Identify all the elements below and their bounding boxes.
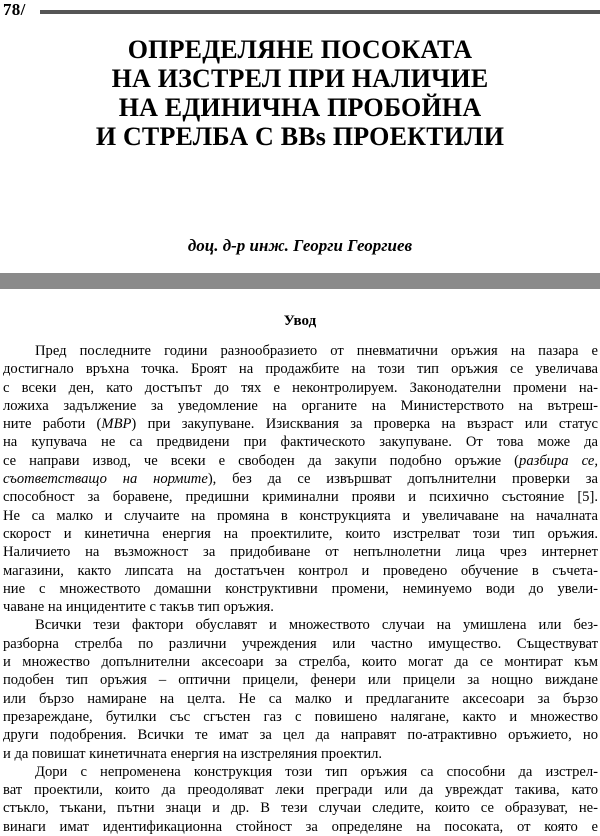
text-line: Пред последните години разнообразието от пневматични оръжия на пазара е	[35, 343, 598, 359]
text-line: с всеки ден, като достъпът до тях е неконтролируем. Законодателни промени на-	[3, 379, 598, 396]
text-line: чаване на инцидентите с такъв тип оръжия.	[3, 599, 274, 616]
text-line: подобен тип оръжия – оптични прицели, фенери или прицели за нощно виждане	[3, 672, 598, 689]
text-line: стъкло, тъкани, пътни знаци и др. В тези случаи следите, които се образуват, не-	[3, 800, 598, 817]
text-line: способност за боравене, предишни криминални прояви и психично състояние [5].	[3, 489, 598, 506]
text-line: ните работи (МВР) при закупуване. Изисквания за проверка на възраст или статус	[3, 416, 598, 433]
text-line: Дори с непроменена конструкция този тип оръжия са способни да изстрел-	[35, 763, 598, 780]
text-line: ложиха задължение за уведомление на органите на Министерството на вътреш-	[3, 397, 598, 414]
article-title	[0, 35, 600, 151]
author-line: доц. д-р инж. Георги Георгиев	[187, 236, 413, 255]
body-text	[3, 342, 598, 836]
title-line: И СТРЕЛБА С BBs ПРОЕКТИЛИ	[95, 122, 505, 151]
section-heading: Увод	[283, 313, 317, 329]
text-line: скорост и кинетична енергия на проектилите, които изстрелват този тип оръжия.	[3, 525, 598, 542]
text-line: съответстващо на нормите), без да се извършват допълнителни проверки за	[3, 471, 598, 488]
title-line: ОПРЕДЕЛЯНЕ ПОСОКАТА	[127, 35, 473, 64]
text-line: достигнало връхна точка. Броят на продажбите на този тип оръжия се увеличава	[3, 361, 598, 378]
text-line: ние с множеството домашни конструктивни промени, неминуемо води до увели-	[3, 580, 598, 597]
text-line: Не са малко и случаите на промяна в конструкцията и увеличаване на началната	[3, 507, 598, 524]
text-line: разборна стрелба по различни учреждения или частно имущество. Съществуват	[3, 635, 598, 652]
text-line: на купувача не са предвидени при фактическото закупуване. От това може да	[3, 434, 598, 451]
text-line: магазини, както липсата на достатъчен контрол и проведено обучение в съчета-	[3, 562, 598, 579]
text-line: ват проектили, които да преодоляват леки прегради или да увреждат такива, като	[3, 782, 598, 799]
top-divider	[40, 10, 600, 14]
text-line: Наличието на възможност за придобиване от непълнолетни лица чрез интернет	[3, 544, 598, 561]
title-line: НА ЕДИНИЧНА ПРОБОЙНА	[118, 93, 482, 122]
text-line: и множество допълнителни аксесоари за стрелба, които могат да се монтират към	[3, 654, 598, 671]
text-line: и да повишат кинетичната енергия на изстреляния проектил.	[3, 745, 383, 762]
text-line: Всички тези фактори обуславят и множеството случаи на умишлена или без-	[35, 617, 598, 634]
title-line: НА ИЗСТРЕЛ ПРИ НАЛИЧИЕ	[111, 64, 489, 93]
text-line: други подобрения. Всички те имат за цел да направят по-атрактивно оръжието, но	[3, 727, 598, 744]
page-number: 78/	[3, 0, 26, 19]
section-divider-bar	[0, 273, 600, 289]
text-line: се направи извод, че всеки е свободен да закупи подобно оръжие (разбира се,	[3, 452, 598, 469]
text-line: или бързо намиране на целта. Не са малко и предлаганите аксесоари за бързо	[3, 690, 598, 707]
text-line: винаги имат идентификационна стойност за определяне на посоката, от която е	[3, 818, 598, 835]
text-line: презареждане, бутилки със сгъстен газ с повишено налягане, както и множество	[3, 708, 598, 725]
